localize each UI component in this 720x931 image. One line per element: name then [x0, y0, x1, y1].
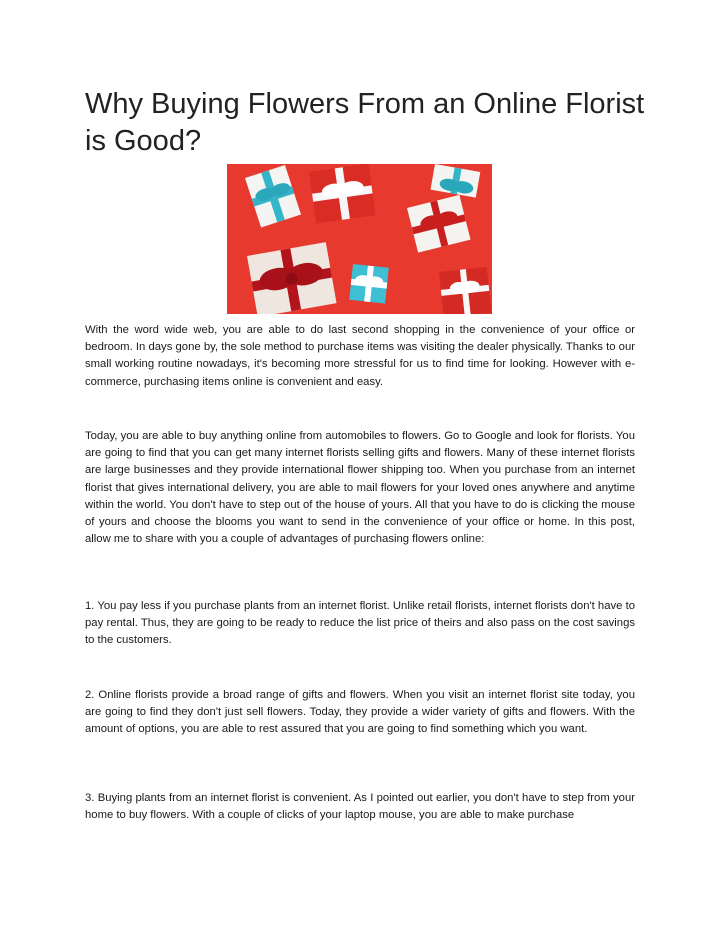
- paragraph-text: With the word wide web, you are able to do last second shopping in the convenience of your office or bedroom. In days gone by, the sole method to purchase items was visiting the dealer physically. Thanks to our small working routine nowadays, it's becoming more stressful for us to find time for looking. However with e-commerce, purchasing items online is convenient and easy.: [85, 324, 635, 388]
- gift-boxes-photo: [227, 164, 492, 314]
- page-title: Why Buying Flowers From an Online Florist is Good?: [85, 88, 645, 157]
- paragraph-intro: [85, 322, 635, 391]
- paragraph-text: 1. You pay less if you purchase plants from an internet florist. Unlike retail florists, internet florists don't have to pay rental. Thus, they are going to be ready to reduce the list price of theirs and also pass on the cost savings to the customers.: [85, 600, 635, 647]
- paragraph-advantage-3: [85, 790, 635, 824]
- paragraph-advantage-2: [85, 687, 635, 739]
- paragraph-text: Today, you are able to buy anything online from automobiles to flowers. Go to Google and look for florists. You are going to find that you can get many internet florists selling gifts and flowers. Many of these internet florists are large businesses and they provide international flower shipping too. When you purchase from an internet florist that gives international delivery, you are able to mail flowers for your loved ones anywhere and anytime within the world. You don't have to step out of the house of yours. All that you have to do is clicking the mouse of yours and choose the blooms you want to send in the convenience of your office or home. In this post, allow me to share with you a couple of advantages of purchasing flowers online:: [85, 430, 635, 546]
- paragraph-today: [85, 428, 635, 548]
- paragraph-advantage-1: [85, 598, 635, 650]
- paragraph-text: 3. Buying plants from an internet florist is convenient. As I pointed out earlier, you don't have to step from your home to buy flowers. With a couple of clicks of your laptop mouse, you are able to make purchase: [85, 792, 635, 822]
- paragraph-text: 2. Online florists provide a broad range of gifts and flowers. When you visit an internet florist site today, you are going to find they don't just sell flowers. Today, they provide a wider variety of gifts and flowers. With the amount of options, you are able to rest assured that you are going to find something which you want.: [85, 689, 635, 736]
